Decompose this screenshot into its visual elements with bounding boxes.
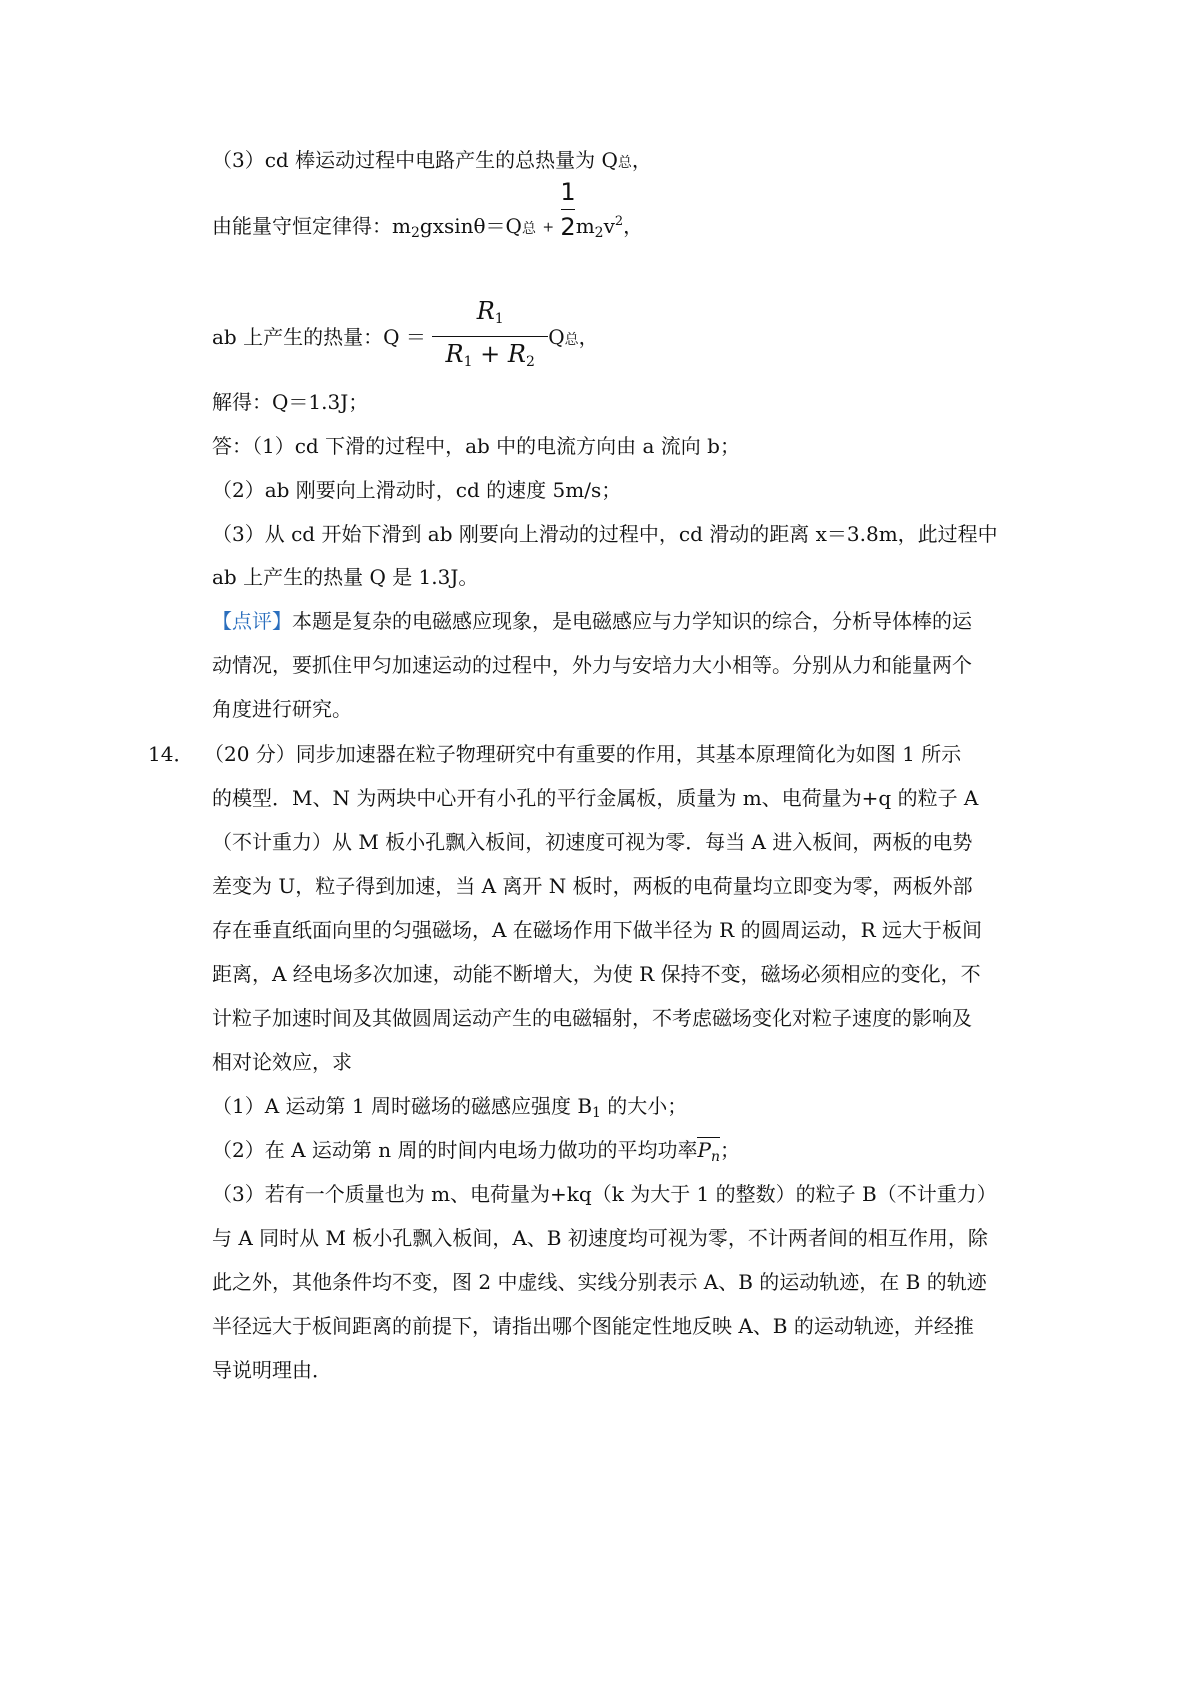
q14-part3-line4: 半径远大于板间距离的前提下，请指出哪个图能定性地反映 A、B 的运动轨迹，并经推 [212, 1314, 974, 1338]
q14-line7: 计粒子加速时间及其做圆周运动产生的电磁辐射，不考虑磁场变化对粒子速度的影响及 [212, 1006, 972, 1030]
answer-3a: （3）从 cd 开始下滑到 ab 刚要向上滑动的过程中，cd 滑动的距离 x＝3.8m，此过程中 [212, 522, 998, 546]
q14-part1: （1）A 运动第 1 周时磁场的磁感应强度 $B_1$ 的大小； [212, 1094, 688, 1121]
q14-part2: （2）在 A 运动第 n 周的时间内电场力做功的平均功率$P_n$； [212, 1138, 740, 1165]
answer-3b: ab 上产生的热量 Q 是 1.3J。 [212, 565, 479, 589]
sol3-line1: （3）cd 棒运动过程中电路产生的总热量为 Q总， [212, 148, 652, 172]
comment-line1: 【点评】本题是复杂的电磁感应现象，是电磁感应与力学知识的综合，分析导体棒的运 [212, 609, 972, 633]
answer-2: （2）ab 刚要向上滑动时，cd 的速度 5m/s； [212, 478, 622, 502]
q14-line2: 的模型．M、N 为两块中心开有小孔的平行金属板，质量为 m、电荷量为+q 的粒子 A [212, 786, 979, 810]
q14-line5: 存在垂直纸面向里的匀强磁场，A 在磁场作用下做半径为 R 的圆周运动，R 远大于板间 [212, 918, 982, 942]
q14-line1: （20 分）同步加速器在粒子物理研究中有重要的作用，其基本原理简化为如图 1 所示 [204, 742, 962, 766]
average-power-symbol: $P_n$ [697, 1138, 720, 1165]
resistance-ratio-fraction: $\frac{R_1}{R_1 + R_2}$ [432, 294, 548, 379]
q14-line4: 差变为 U，粒子得到加速，当 A 离开 N 板时，两板的电荷量均立即变为零，两板外部 [212, 874, 973, 898]
q14-line3: （不计重力）从 M 板小孔飘入板间，初速度可视为零．每当 A 进入板间，两板的电势 [212, 830, 973, 854]
q14-line6: 距离，A 经电场多次加速，动能不断增大，为使 R 保持不变，磁场必须相应的变化，不 [212, 962, 981, 986]
answer-1: 答：（1）cd 下滑的过程中，ab 中的电流方向由 a 流向 b； [212, 434, 740, 458]
half-fraction: $\frac{1}{2}$ [560, 178, 576, 241]
q14-part3-line3: 此之外，其他条件均不变，图 2 中虚线、实线分别表示 A、B 的运动轨迹，在 B 的轨迹 [212, 1270, 987, 1294]
comment-tag: 【点评】 [212, 609, 292, 633]
comment-line2: 动情况，要抓住甲匀加速运动的过程中，外力与安培力大小相等。分别从力和能量两个 [212, 653, 972, 677]
q14-line8: 相对论效应，求 [212, 1050, 352, 1074]
question-number: 14． [148, 742, 194, 766]
q14-part3-line1: （3）若有一个质量也为 m、电荷量为+kq（k 为大于 1 的整数）的粒子 B（不计重力） [212, 1182, 997, 1206]
energy-conservation-equation: 由能量守恒定律得：$m_2gxsin\theta=Q$总 + $\frac{1}{2}$ $m_2v^2$， [212, 208, 643, 247]
comment-line3: 角度进行研究。 [212, 697, 352, 721]
q14-part3-line5: 导说明理由． [212, 1358, 332, 1382]
q14-part3-line2: 与 A 同时从 M 板小孔飘入板间，A、B 初速度均可视为零，不计两者间的相互作用，除 [212, 1226, 988, 1250]
solution-result: 解得：Q＝1.3J； [212, 390, 369, 414]
heat-on-ab-equation: ab 上产生的热量：Q ＝ $\frac{R_1}{R_1 + R_2}$ Q总， [212, 296, 599, 381]
